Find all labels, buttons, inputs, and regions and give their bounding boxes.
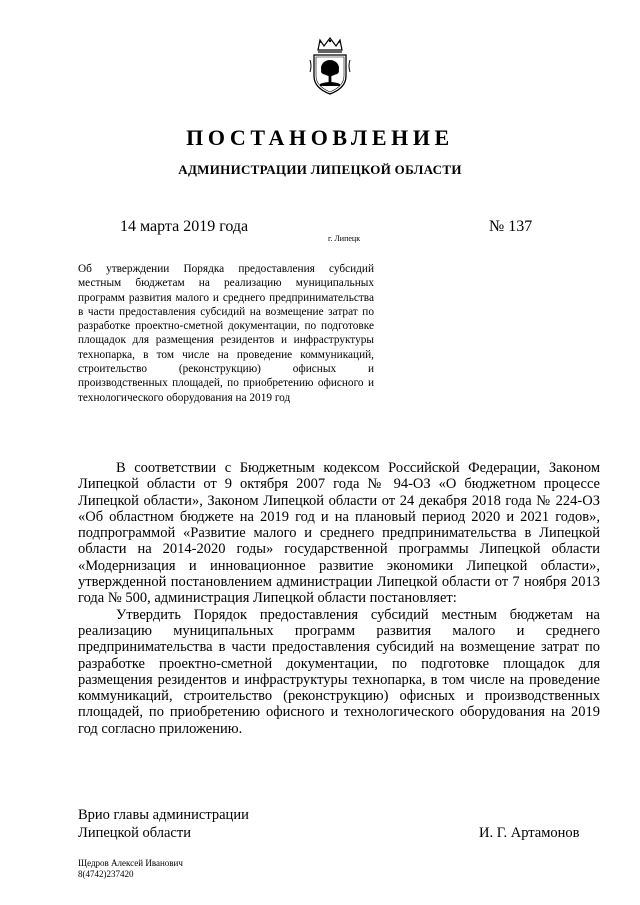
document-body bbox=[78, 460, 600, 737]
preamble-paragraph: В соответствии с Бюджетным кодексом Российской Федерации, Законом Липецкой области от 9 октября 2007 года № 94-ОЗ «О бюджетном процессе Липецкой области», Законом Липецкой области от 24 декабря 2018 года № 224-ОЗ «Об областном бюджете на 2019 год и на плановый период 2020 и 2021 годов», подпрограммой «Развитие малого и среднего предпринимательства в Липецкой области на 2014-2020 годы» государственной программы Липецкой области «Модернизация и инновационное развитие экономики Липецкой области», утвержденной постановлением администрации Липецкой области от 7 ноября 2013 года № 500, администрация Липецкой области постановляет: bbox=[78, 460, 600, 607]
document-date: 14 марта 2019 года bbox=[120, 218, 249, 235]
executor-phone: 8(4742)237420 bbox=[78, 869, 134, 879]
resolution-paragraph: Утвердить Порядок предоставления субсидий местным бюджетам на реализацию муниципальных программ развития малого и среднего предпринимательства в части предоставления субсидий на возмещение затрат по разработке проектно-сметной документации, по подготовке площадок для размещения резидентов и инфраструктуры технопарка, в том числе на проведение коммуникаций, строительство (реконструкцию) офисных и производственных площадей, по приобретению офисного и технологического оборудования на 2019 год согласно приложению. bbox=[78, 606, 600, 737]
executor-name: Щедров Алексей Иванович bbox=[78, 858, 183, 868]
signatory-position-line-1: Врио главы администрации bbox=[78, 807, 249, 823]
issuing-authority: АДМИНИСТРАЦИИ ЛИПЕЦКОЙ ОБЛАСТИ bbox=[178, 162, 462, 177]
document-subject: Об утверждении Порядка предоставления субсидий местным бюджетам на реализацию муниципальных программ развития малого и среднего предпринимательства в части предоставления субсидий на возмещение затрат по разработке проектно-сметной документации, по подготовке площадок для размещения резидентов и инфраструктуры технопарка, в том числе на проведение коммуникаций, строительство (реконструкцию) офисных и производственных площадей, по приобретению офисного и технологического оборудования на 2019 год bbox=[78, 263, 374, 404]
executor-info bbox=[78, 858, 183, 880]
signatory-name: И. Г. Артамонов bbox=[479, 825, 580, 841]
document-city: г. Липецк bbox=[328, 234, 361, 243]
signatory-position-line-2: Липецкой области bbox=[78, 825, 191, 841]
document-title: ПОСТАНОВЛЕНИЕ bbox=[186, 125, 454, 150]
lipetsk-coat-of-arms-icon bbox=[308, 36, 352, 96]
document-number: № 137 bbox=[489, 218, 533, 235]
signatory-position bbox=[78, 806, 249, 842]
